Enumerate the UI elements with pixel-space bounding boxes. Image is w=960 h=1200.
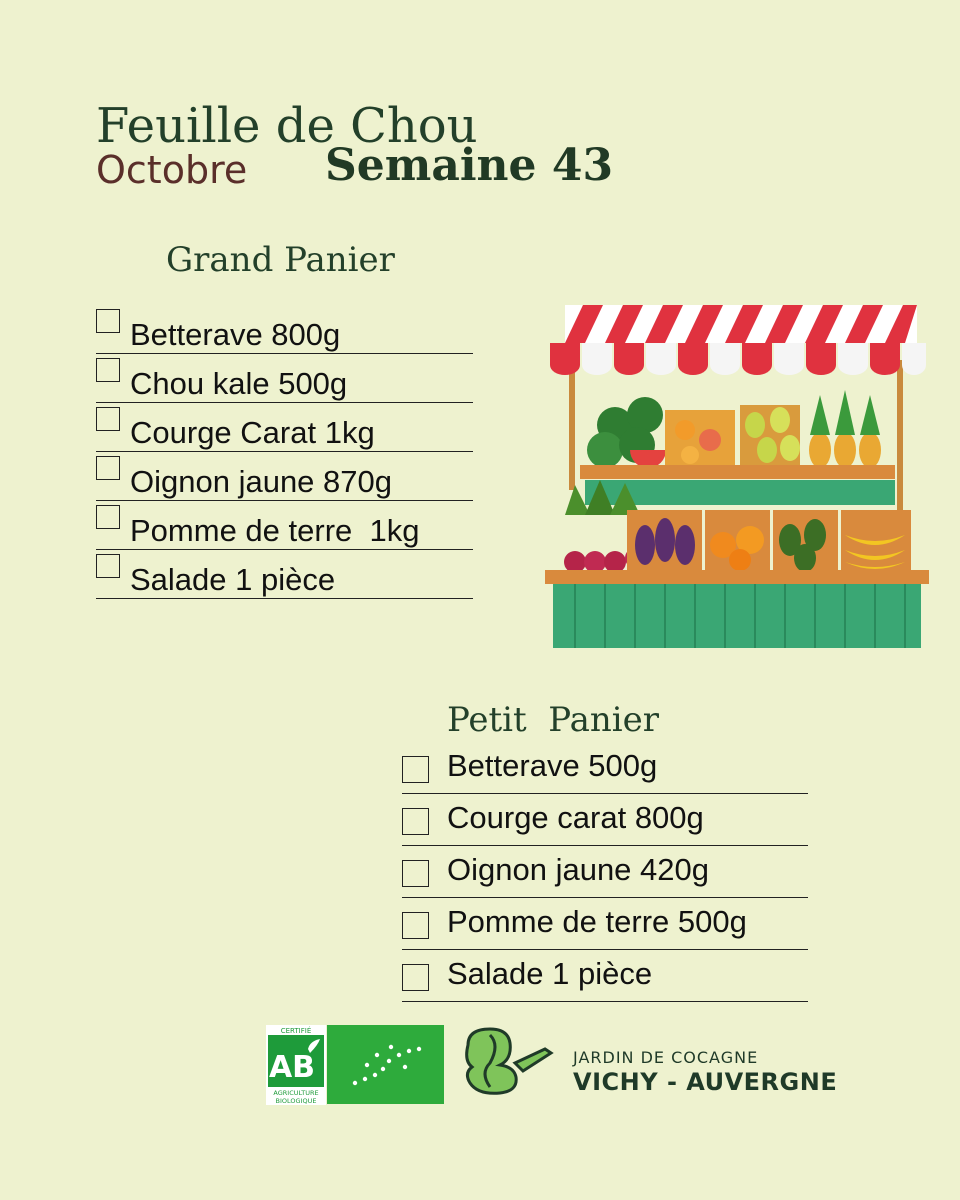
ab-logo	[266, 1025, 326, 1105]
ab-letters: AB	[268, 1050, 316, 1085]
item-label: Pomme de terre 1kg	[130, 513, 420, 548]
org-name: JARDIN DE COCAGNE	[573, 1048, 759, 1067]
checkbox-icon[interactable]	[96, 407, 120, 431]
list-item	[402, 846, 808, 898]
checkbox-icon[interactable]	[402, 808, 429, 835]
item-label: Oignon jaune 870g	[130, 464, 393, 499]
org-place: VICHY - AUVERGNE	[573, 1068, 838, 1096]
checkbox-icon[interactable]	[402, 756, 429, 783]
checkbox-icon[interactable]	[96, 554, 120, 578]
ab-top-text: CERTIFIÉ	[280, 1027, 312, 1035]
checkbox-icon[interactable]	[96, 456, 120, 480]
list-item	[96, 354, 473, 403]
list-item	[96, 305, 473, 354]
cocagne-logo	[460, 1025, 560, 1097]
item-label: Pomme de terre 500g	[447, 903, 747, 939]
item-label: Salade 1 pièce	[447, 955, 653, 991]
month-label: Octobre	[96, 148, 248, 192]
eu-organic-logo	[327, 1025, 444, 1104]
list-item	[96, 403, 473, 452]
list-item	[402, 742, 808, 794]
checkbox-icon[interactable]	[96, 358, 120, 382]
list-item	[402, 794, 808, 846]
list-item	[96, 501, 473, 550]
list-item	[402, 898, 808, 950]
list-item	[96, 452, 473, 501]
checkbox-icon[interactable]	[96, 505, 120, 529]
checkbox-icon[interactable]	[402, 860, 429, 887]
week-label: Semaine 43	[325, 140, 614, 191]
grand-panier-list	[96, 305, 473, 599]
item-label: Salade 1 pièce	[130, 562, 336, 597]
item-label: Oignon jaune 420g	[447, 851, 710, 887]
list-item	[402, 950, 808, 1002]
grand-panier-title: Grand Panier	[166, 240, 395, 280]
item-label: Courge Carat 1kg	[130, 415, 375, 450]
petit-panier-list	[402, 742, 808, 1002]
item-label: Courge carat 800g	[447, 799, 704, 835]
petit-panier-title: Petit Panier	[447, 700, 660, 740]
item-label: Betterave 800g	[130, 317, 341, 352]
checkbox-icon[interactable]	[402, 964, 429, 991]
item-label: Chou kale 500g	[130, 366, 348, 401]
market-stall-illustration	[545, 300, 929, 650]
ab-bottom-text-2: BIOLOGIQUE	[275, 1097, 317, 1105]
page-title: Feuille de Chou	[96, 98, 478, 154]
ab-bottom-text-1: AGRICULTURE	[273, 1089, 319, 1097]
checkbox-icon[interactable]	[402, 912, 429, 939]
item-label: Betterave 500g	[447, 747, 658, 783]
list-item	[96, 550, 473, 599]
checkbox-icon[interactable]	[96, 309, 120, 333]
